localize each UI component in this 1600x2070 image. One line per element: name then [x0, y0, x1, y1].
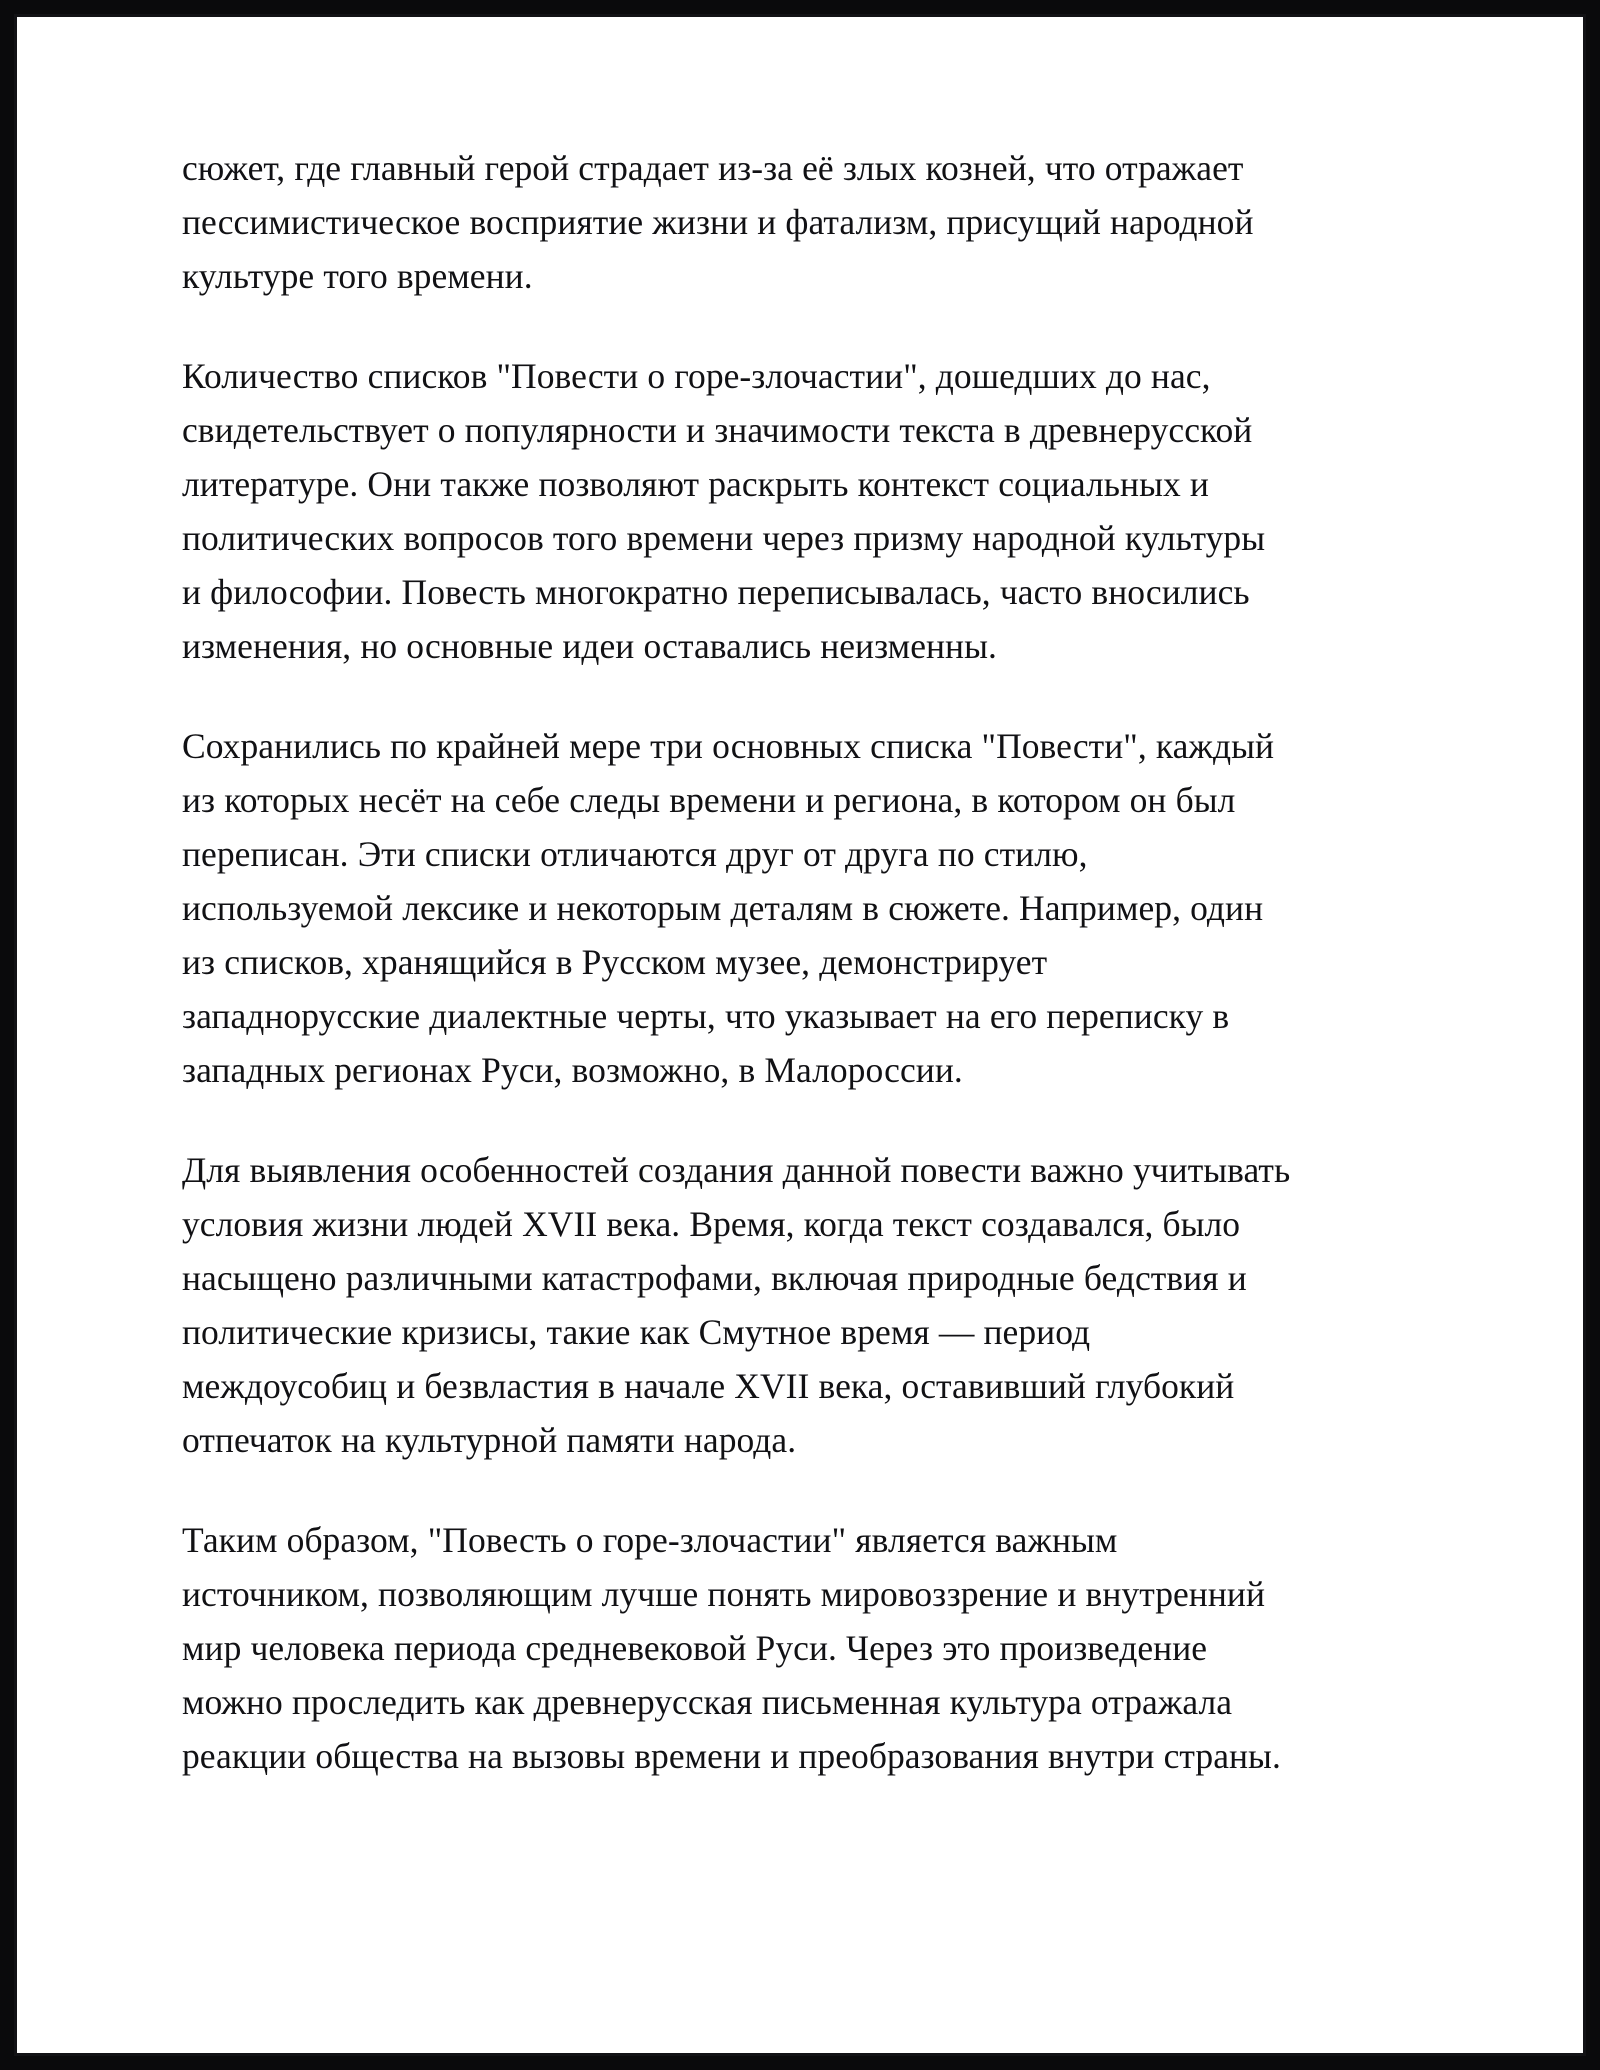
paragraph-4: Для выявления особенностей создания данной повести важно учитывать условия жизни людей XVII века. Время, когда текст создавался, было насыщено различными катастрофами, включая природные бедствия и политические кризисы, такие как Смутное время — период междоусобиц и безвластия в начале XVII века, оставивший глубокий отпечаток на культурной памяти народа.: [182, 1150, 1291, 1460]
paragraph-5: Таким образом, "Повесть о горе-злочастии" является важным источником, позволяющим лучше понять мировоззрение и внутренний мир человека периода средневековой Руси. Через это произведение можно проследить как древнерусская письменная культура отражала реакции общества на вызовы времени и преобразования внутри страны.: [182, 1520, 1281, 1776]
page-content-area: [23, 23, 1577, 2047]
paragraph-1: сюжет, где главный герой страдает из-за её злых козней, что отражает пессимистическое восприятие жизни и фатализм, присущий народной культуре того времени.: [182, 148, 1254, 296]
page-sheet: [14, 14, 1586, 2056]
document-body: [182, 141, 1292, 1783]
paragraph-2: Количество списков "Повести о горе-злочастии", дошедших до нас, свидетельствует о популярности и значимости текста в древнерусской литературе. Они также позволяют раскрыть контекст социальных и политических вопросов того времени через призму народной культуры и философии. Повесть многократно переписывалась, часто вносились изменения, но основные идеи оставались неизменны.: [182, 356, 1266, 666]
paragraph-3: Сохранились по крайней мере три основных списка "Повести", каждый из которых несёт на себе следы времени и региона, в котором он был переписан. Эти списки отличаются друг от друга по стилю, используемой лексике и некоторым деталям в сюжете. Например, один из списков, хранящийся в Русском музее, демонстрирует западнорусские диалектные черты, что указывает на его переписку в западных регионах Руси, возможно, в Малороссии.: [182, 726, 1275, 1090]
